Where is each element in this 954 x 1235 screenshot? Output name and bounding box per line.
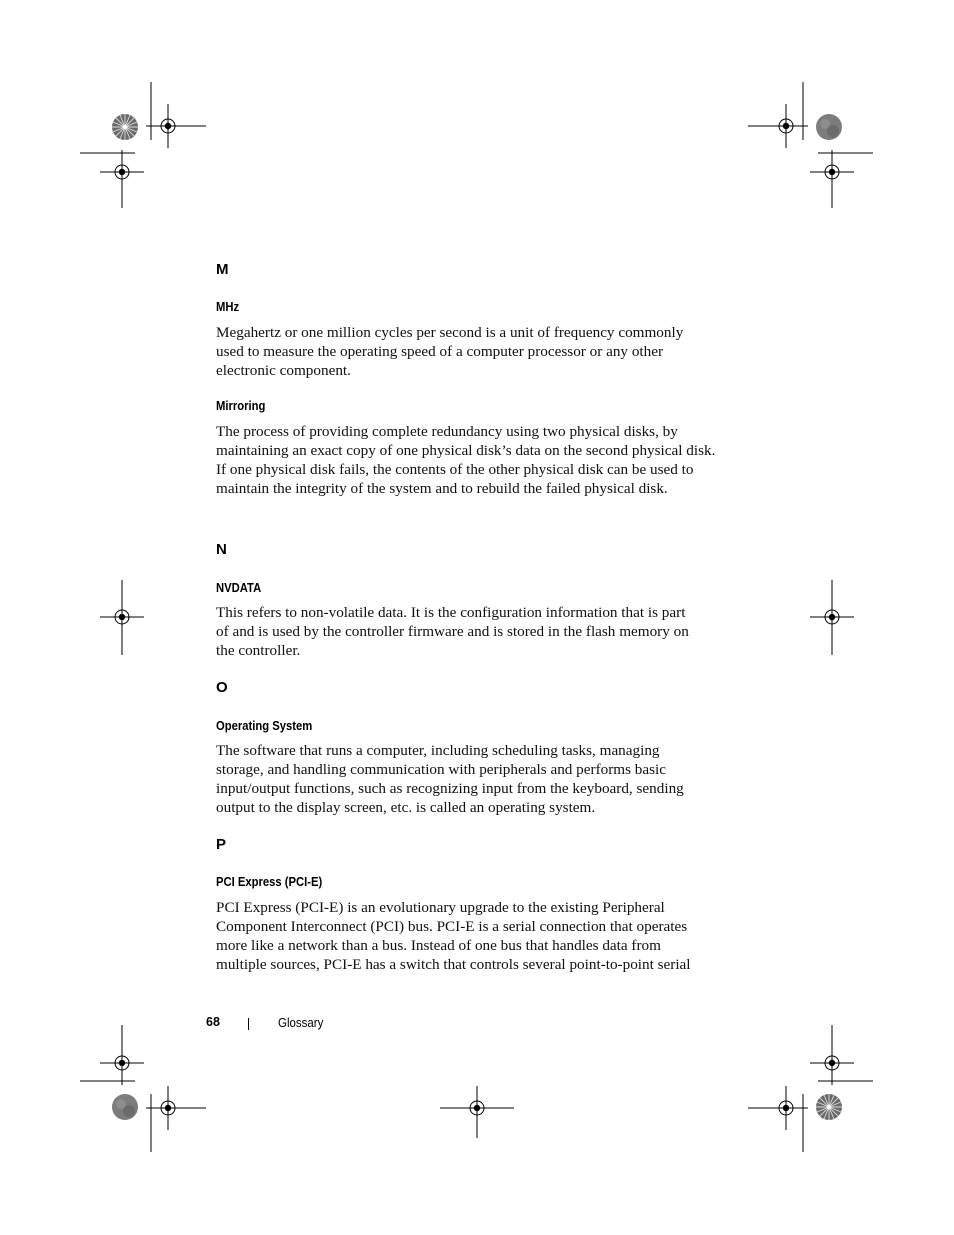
section-letter-p: P xyxy=(216,836,227,853)
definition-mirroring xyxy=(216,422,716,498)
definition-pci-express xyxy=(216,898,716,974)
footer-divider xyxy=(248,1018,249,1030)
definition-line: This refers to non-volatile data. It is the configuration information that is part xyxy=(216,604,686,621)
term-mhz: MHz xyxy=(216,300,240,314)
term-mirroring: Mirroring xyxy=(216,399,266,413)
section-letter-m: M xyxy=(216,261,229,278)
term-nvdata: NVDATA xyxy=(216,581,262,595)
definition-line: maintain the integrity of the system and to rebuild the failed physical disk. xyxy=(216,480,668,497)
definition-line: of and is used by the controller firmware and is stored in the flash memory on xyxy=(216,623,689,640)
term-operating-system: Operating System xyxy=(216,719,313,733)
section-letter-o: O xyxy=(216,679,228,696)
term-pci-express: PCI Express (PCI-E) xyxy=(216,875,323,889)
definition-nvdata xyxy=(216,603,716,660)
page-number: 68 xyxy=(206,1015,220,1029)
definition-line: input/output functions, such as recognizing input from the keyboard, sending xyxy=(216,780,684,797)
definition-line: more like a network than a bus. Instead of one bus that handles data from xyxy=(216,937,661,954)
definition-line: Megahertz or one million cycles per second is a unit of frequency commonly xyxy=(216,324,684,341)
definition-line: storage, and handling communication with peripherals and performs basic xyxy=(216,761,667,778)
definition-line: Component Interconnect (PCI) bus. PCI-E is a serial connection that operates xyxy=(216,918,688,935)
definition-line: The process of providing complete redundancy using two physical disks, by xyxy=(216,423,678,440)
definition-line: electronic component. xyxy=(216,362,351,379)
footer-section-title: Glossary xyxy=(278,1016,324,1030)
definition-line: If one physical disk fails, the contents of the other physical disk can be used to xyxy=(216,461,694,478)
definition-line: used to measure the operating speed of a computer processor or any other xyxy=(216,343,664,360)
definition-operating-system xyxy=(216,741,716,817)
definition-line: the controller. xyxy=(216,642,301,659)
definition-line: PCI Express (PCI-E) is an evolutionary upgrade to the existing Peripheral xyxy=(216,899,665,916)
definition-line: maintaining an exact copy of one physical disk’s data on the second physical disk. xyxy=(216,442,716,459)
definition-line: output to the display screen, etc. is called an operating system. xyxy=(216,799,596,816)
section-letter-n: N xyxy=(216,541,227,558)
definition-line: The software that runs a computer, including scheduling tasks, managing xyxy=(216,742,660,759)
definition-mhz xyxy=(216,323,716,380)
definition-line: multiple sources, PCI-E has a switch that controls several point-to-point serial xyxy=(216,956,691,973)
